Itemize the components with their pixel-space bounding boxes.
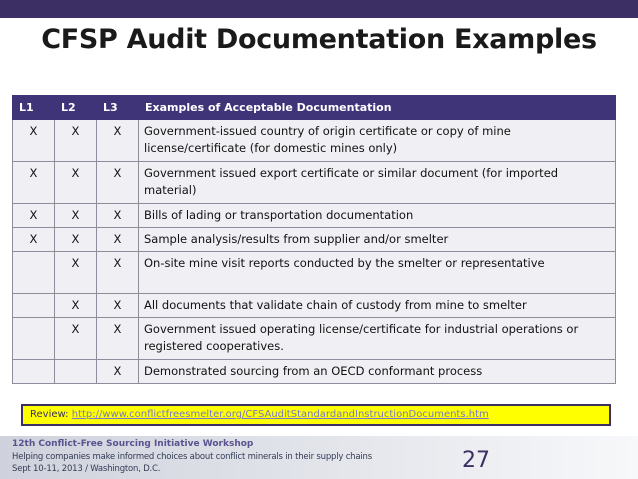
l3-cell: X xyxy=(97,360,139,384)
l1-cell: X xyxy=(13,228,55,252)
table-row xyxy=(13,294,616,318)
table-row xyxy=(13,252,616,294)
documentation-cell: Bills of lading or transportation documentation xyxy=(139,204,616,228)
l2-cell: X xyxy=(55,228,97,252)
review-box xyxy=(21,404,611,426)
l2-cell: X xyxy=(55,204,97,228)
l1-cell: X xyxy=(13,162,55,204)
table-row xyxy=(13,360,616,384)
table-row xyxy=(13,228,616,252)
l2-cell: X xyxy=(55,162,97,204)
review-link[interactable]: http://www.conflictfreesmelter.org/CFSAuditStandardandInstructionDocuments.htm xyxy=(71,409,489,420)
l2-cell: X xyxy=(55,120,97,162)
top-bar xyxy=(0,0,638,18)
footer-tagline: Helping companies make informed choices about conflict minerals in their supply chains xyxy=(12,452,372,462)
l2-cell xyxy=(55,360,97,384)
l3-cell: X xyxy=(97,294,139,318)
l1-cell xyxy=(13,318,55,360)
footer-date-location: Sept 10-11, 2013 / Washington, D.C. xyxy=(12,464,161,474)
documentation-table xyxy=(12,95,616,384)
l2-cell: X xyxy=(55,294,97,318)
l3-cell: X xyxy=(97,120,139,162)
review-label: Review: xyxy=(30,409,69,420)
table-row xyxy=(13,120,616,162)
table-row xyxy=(13,162,616,204)
table-header-row xyxy=(13,96,616,120)
table-row xyxy=(13,204,616,228)
footer xyxy=(0,436,638,479)
header-examples: Examples of Acceptable Documentation xyxy=(139,96,616,120)
l1-cell: X xyxy=(13,204,55,228)
l1-cell xyxy=(13,294,55,318)
l1-cell xyxy=(13,360,55,384)
l2-cell: X xyxy=(55,318,97,360)
l1-cell xyxy=(13,252,55,294)
l2-cell: X xyxy=(55,252,97,294)
l1-cell: X xyxy=(13,120,55,162)
footer-workshop-title: 12th Conflict-Free Sourcing Initiative Workshop xyxy=(12,439,254,449)
documentation-cell: Government issued export certificate or similar document (for imported material) xyxy=(139,162,616,204)
header-l2: L2 xyxy=(55,96,97,120)
documentation-cell: On-site mine visit reports conducted by the smelter or representative xyxy=(139,252,616,294)
table-row xyxy=(13,318,616,360)
l3-cell: X xyxy=(97,318,139,360)
header-l1: L1 xyxy=(13,96,55,120)
documentation-cell: All documents that validate chain of custody from mine to smelter xyxy=(139,294,616,318)
l3-cell: X xyxy=(97,228,139,252)
documentation-cell: Demonstrated sourcing from an OECD conformant process xyxy=(139,360,616,384)
page-title: CFSP Audit Documentation Examples xyxy=(41,24,597,55)
l3-cell: X xyxy=(97,204,139,228)
documentation-cell: Government-issued country of origin certificate or copy of mine license/certificate (for domestic mines only) xyxy=(139,120,616,162)
page-number: 27 xyxy=(462,448,490,473)
header-l3: L3 xyxy=(97,96,139,120)
documentation-cell: Government issued operating license/certificate for industrial operations or registered cooperatives. xyxy=(139,318,616,360)
documentation-cell: Sample analysis/results from supplier and/or smelter xyxy=(139,228,616,252)
l3-cell: X xyxy=(97,162,139,204)
l3-cell: X xyxy=(97,252,139,294)
